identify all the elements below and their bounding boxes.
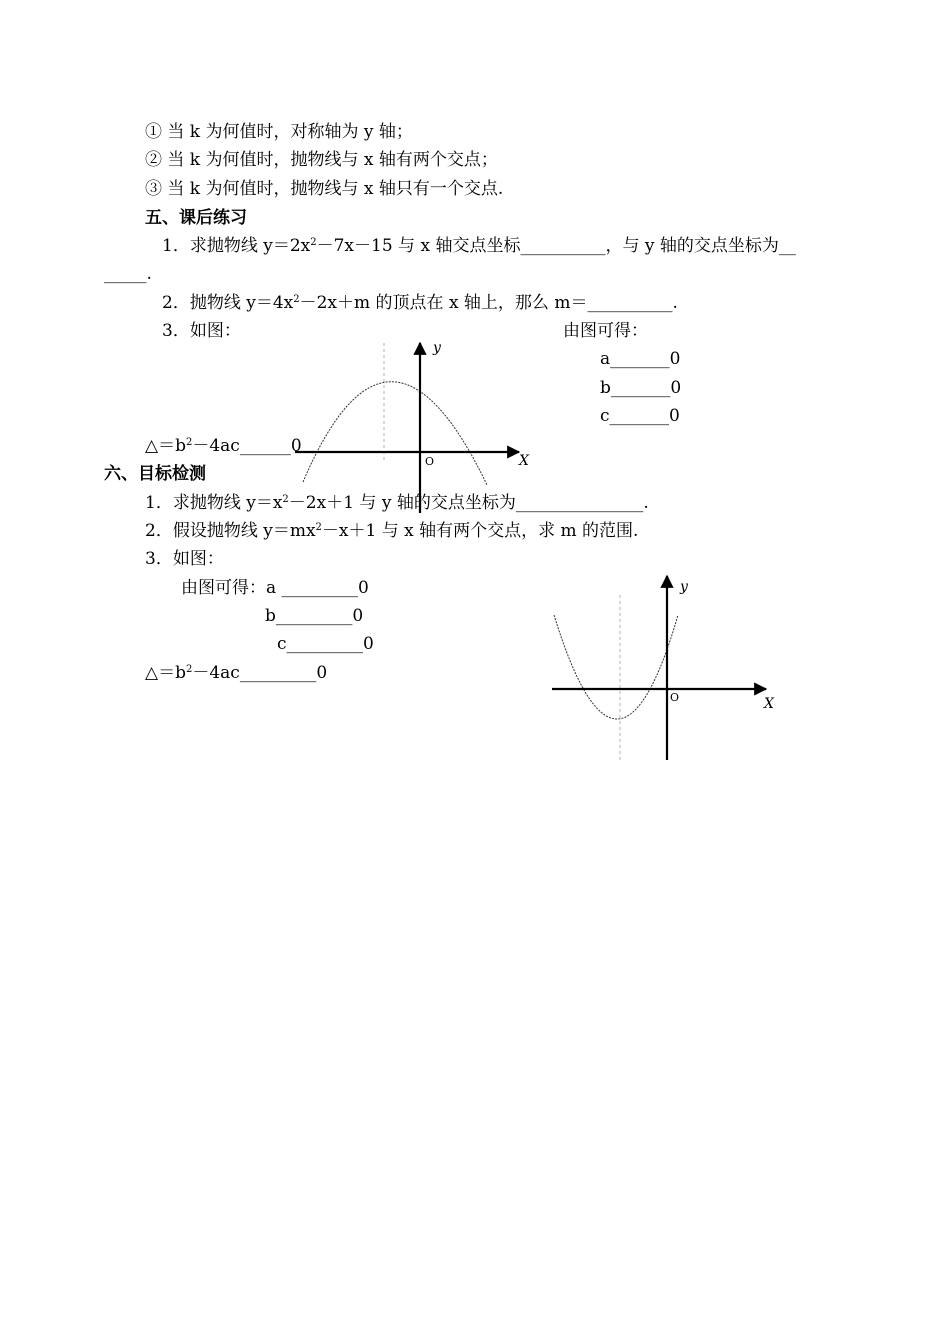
exercise-1-text-b: －7x－15 与 x 轴交点坐标__________，与 y 轴的交点坐标为__ — [316, 236, 796, 256]
delta-blank — [145, 435, 302, 457]
test-delta-blank — [145, 662, 327, 684]
delta-text-b: －4ac______0 — [192, 436, 302, 456]
origin-label: O — [670, 691, 680, 704]
parabola-curve — [554, 615, 678, 719]
blank-a: a_______0 — [600, 349, 681, 369]
test-delta-exponent: 2 — [185, 664, 193, 675]
section-5-heading: 五、课后练习 — [145, 208, 247, 228]
x-axis-label: X — [764, 696, 774, 712]
item-2: ② 当 k 为何值时，抛物线与 x 轴有两个交点； — [145, 150, 498, 170]
parabola-curve — [303, 382, 487, 485]
exercise-3: 3．如图： — [162, 321, 241, 341]
test-1-exponent: 2 — [282, 494, 289, 505]
section-6-heading: 六、目标检测 — [104, 464, 206, 484]
exercise-2-text-a: 2．抛物线 y＝4x — [162, 293, 294, 313]
exercise-1-exponent: 2 — [310, 237, 317, 248]
test-2 — [145, 520, 638, 542]
test-1 — [145, 492, 649, 514]
exercise-1-text-a: 1．求抛物线 y＝2x — [162, 236, 311, 256]
test-3: 3．如图： — [145, 549, 224, 569]
exercise-2-exponent: 2 — [293, 294, 300, 305]
test-1-text-b: －2x＋1 与 y 轴的交点坐标为_______________. — [288, 493, 649, 513]
graph-upward-parabola — [550, 570, 790, 765]
blank-b: b_______0 — [600, 378, 682, 398]
exercise-1 — [162, 235, 796, 257]
y-axis-label: y — [680, 579, 688, 595]
test-2-text-b: －x＋1 与 x 轴有两个交点，求 m 的范围. — [321, 521, 639, 541]
x-axis-label: X — [519, 453, 529, 469]
test-blank-a: 由图可得：a _________0 — [181, 578, 369, 598]
from-figure-label: 由图可得： — [563, 321, 648, 341]
test-2-exponent: 2 — [315, 522, 322, 533]
exercise-2-text-b: －2x＋m 的顶点在 x 轴上，那么 m＝__________. — [299, 293, 678, 313]
exercise-2 — [162, 292, 678, 314]
origin-label: O — [425, 455, 435, 468]
item-1: ① 当 k 为何值时，对称轴为 y 轴； — [145, 122, 413, 142]
delta-text-a: △＝b — [145, 436, 186, 456]
y-axis-label: y — [433, 340, 441, 356]
exercise-1-continuation: _____. — [104, 264, 152, 284]
blank-c: c_______0 — [600, 406, 680, 426]
test-2-text-a: 2．假设抛物线 y＝mx — [145, 521, 316, 541]
test-blank-b: b_________0 — [265, 606, 364, 626]
item-3: ③ 当 k 为何值时，抛物线与 x 轴只有一个交点. — [145, 179, 504, 199]
test-1-text-a: 1．求抛物线 y＝x — [145, 493, 283, 513]
test-delta-text-b: －4ac_________0 — [192, 663, 328, 683]
delta-exponent: 2 — [185, 437, 193, 448]
test-blank-c: c_________0 — [277, 634, 374, 654]
test-delta-text-a: △＝b — [145, 663, 186, 683]
